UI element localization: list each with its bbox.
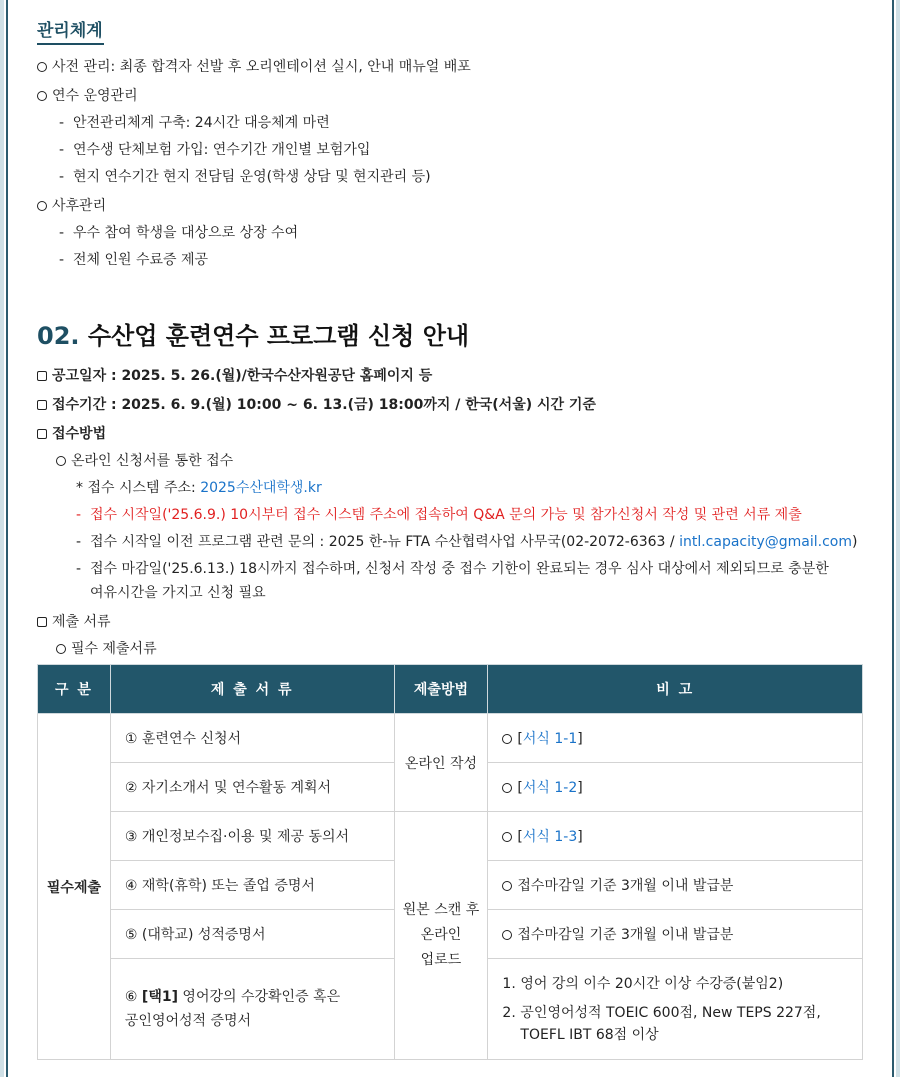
submission-docs [37, 613, 111, 631]
start-notice [76, 506, 802, 524]
method-scan-line: 업로드 [420, 952, 462, 968]
dash-bullet: - [59, 169, 65, 185]
mgmt-subitem [59, 141, 370, 159]
doc-cell: ⑤ (대학교) 성적증명서 [110, 910, 394, 959]
system-address [76, 479, 322, 497]
doc-number: ⑥ [124, 989, 142, 1005]
list-text: 영어 강의 이수 20시간 이상 수강증(붙임2) [520, 975, 784, 992]
table-row [38, 714, 863, 763]
method-online-cell: 온라인 작성 [394, 714, 488, 812]
inquiry-line [76, 533, 857, 551]
deadline-text: 접수 마감일('25.6.13.) 18시까지 접수하며, 신청서 작성 중 접수 기한이 완료되는 경우 심사 대상에서 제외되므로 충분한 [90, 561, 829, 577]
mgmt-text: 연수 운영관리 [52, 88, 138, 104]
mgmt-item [37, 58, 471, 76]
inquiry-text: 접수 시작일 이전 프로그램 관련 문의 : 2025 한-뉴 FTA 수산협력사업 사무국(02-2072-6363 / [90, 534, 680, 550]
announce-text: 공고일자 : 2025. 5. 26.(월)/한국수산자원공단 홈페이지 등 [52, 368, 433, 384]
note-text: 접수마감일 기준 3개월 이내 발급분 [517, 927, 734, 943]
note-cell: [서식 1-1] [488, 714, 863, 763]
required-docs-label: 필수 제출서류 [71, 641, 157, 657]
announce-date [37, 367, 432, 385]
requirement-list [502, 973, 848, 1046]
required-docs [56, 640, 157, 658]
system-label: * 접수 시스템 주소: [76, 480, 201, 496]
circle-bullet-icon [502, 783, 512, 793]
circle-bullet-icon [502, 832, 512, 842]
mgmt-subitem [59, 224, 298, 242]
right-border [896, 0, 900, 1077]
note-cell [488, 910, 863, 959]
circle-bullet-icon [37, 62, 47, 72]
circle-bullet-icon [37, 201, 47, 211]
deadline-line [76, 560, 829, 578]
application-period [37, 396, 596, 414]
category-cell: 필수제출 [38, 714, 111, 1060]
doc-line: 공인영어성적 증명서 [124, 1013, 252, 1029]
table-header-row [38, 665, 863, 714]
note-cell [488, 959, 863, 1060]
doc-text: 영어강의 수강확인증 혹은 [177, 989, 341, 1005]
circle-bullet-icon [502, 930, 512, 940]
list-text: 공인영어성적 TOEIC 600점, New TEPS 227점, [520, 1004, 821, 1021]
form-link[interactable]: 서식 1-2 [522, 780, 578, 796]
square-bullet-icon [37, 371, 47, 381]
section-number: 02. [37, 322, 80, 350]
application-method [37, 425, 106, 443]
method-label: 접수방법 [52, 426, 107, 442]
choose-one-label: [택1] [141, 989, 178, 1005]
square-bullet-icon [37, 429, 47, 439]
list-text-cont: TOEFL IBT 68점 이상 [520, 1026, 659, 1043]
doc-cell: ③ 개인정보수집·이용 및 제공 동의서 [110, 812, 394, 861]
note-cell: [서식 1-2] [488, 763, 863, 812]
online-method [56, 452, 233, 470]
email-link[interactable]: intl.capacity@gmail.com [679, 534, 853, 550]
doc-cell: ② 자기소개서 및 연수활동 계획서 [110, 763, 394, 812]
section-title: 수산업 훈련연수 프로그램 신청 안내 [87, 322, 470, 350]
dash-bullet: - [59, 252, 65, 268]
method-scan-line: 원본 스캔 후 [402, 902, 480, 918]
mgmt-item [37, 197, 106, 215]
mgmt-subitem [59, 168, 431, 186]
circle-bullet-icon [56, 456, 66, 466]
circle-bullet-icon [502, 881, 512, 891]
mgmt-subitem [59, 251, 208, 269]
list-number: 1. [502, 975, 516, 992]
square-bullet-icon [37, 400, 47, 410]
dash-bullet: - [59, 225, 65, 241]
method-scan-line: 온라인 [420, 927, 462, 943]
square-bullet-icon [37, 617, 47, 627]
dash-bullet: - [76, 561, 82, 577]
dash-bullet: - [76, 534, 82, 550]
online-text: 온라인 신청서를 통한 접수 [71, 453, 234, 469]
doc-cell [110, 959, 394, 1060]
header-notes: 비 고 [488, 665, 863, 714]
mgmt-item [37, 87, 138, 105]
note-cell: [서식 1-3] [488, 812, 863, 861]
mgmt-subitem [59, 114, 330, 132]
dash-bullet: - [76, 507, 82, 523]
note-cell [488, 861, 863, 910]
list-item [502, 973, 848, 995]
section-heading [37, 316, 469, 351]
doc-line [125, 985, 380, 1009]
circle-bullet-icon [37, 91, 47, 101]
list-item [502, 1002, 848, 1046]
header-method: 제출방법 [394, 665, 488, 714]
mgmt-text: 전체 인원 수료증 제공 [73, 252, 209, 268]
header-category: 구 분 [38, 665, 111, 714]
method-scan-cell [394, 812, 488, 1060]
required-docs-table [37, 664, 863, 1060]
dash-bullet: - [59, 115, 65, 131]
mgmt-text: 연수생 단체보험 가입: 연수기간 개인별 보험가입 [73, 142, 371, 158]
deadline-line-cont: 여유시간을 가지고 신청 필요 [90, 585, 266, 601]
period-text: 접수기간 : 2025. 6. 9.(월) 10:00 ~ 6. 13.(금) 18:00까지 / 한국(서울) 시간 기준 [52, 397, 596, 413]
mgmt-text: 우수 참여 학생을 대상으로 상장 수여 [73, 225, 299, 241]
inquiry-suffix: ) [852, 534, 858, 550]
form-link[interactable]: 서식 1-1 [522, 731, 578, 747]
form-link[interactable]: 서식 1-3 [522, 829, 578, 845]
mgmt-text: 사전 관리: 최종 합격자 선발 후 오리엔테이션 실시, 안내 매뉴얼 배포 [52, 59, 471, 75]
doc-cell: ④ 재학(휴학) 또는 졸업 증명서 [110, 861, 394, 910]
mgmt-text: 안전관리체계 구축: 24시간 대응체계 마련 [73, 115, 330, 131]
mgmt-text: 현지 연수기간 현지 전담팀 운영(학생 상담 및 현지관리 등) [73, 169, 431, 185]
docs-label: 제출 서류 [52, 614, 111, 630]
list-number: 2. [502, 1004, 516, 1021]
circle-bullet-icon [56, 644, 66, 654]
system-link[interactable]: 2025수산대학생.kr [200, 480, 322, 496]
left-border [0, 0, 4, 1077]
start-notice-text: 접수 시작일('25.6.9.) 10시부터 접수 시스템 주소에 접속하여 Q&A 문의 가능 및 참가신청서 작성 및 관련 서류 제출 [90, 507, 802, 523]
table-row [38, 812, 863, 861]
doc-cell: ① 훈련연수 신청서 [110, 714, 394, 763]
management-title: 관리체계 [37, 21, 103, 41]
title-underline [37, 43, 104, 45]
mgmt-text: 사후관리 [52, 198, 107, 214]
header-documents: 제 출 서 류 [110, 665, 394, 714]
dash-bullet: - [59, 142, 65, 158]
circle-bullet-icon [502, 734, 512, 744]
note-text: 접수마감일 기준 3개월 이내 발급분 [517, 878, 734, 894]
